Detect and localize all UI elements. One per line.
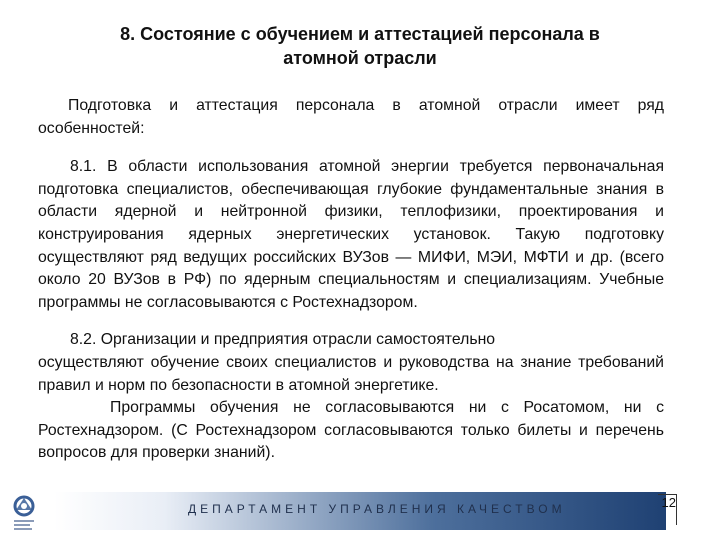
slide-body [38, 95, 664, 465]
title-line-1: 8. Состояние с обучением и аттестацией персонала в [120, 24, 600, 44]
department-label: ДЕПАРТАМЕНТ УПРАВЛЕНИЯ КАЧЕСТВОМ [188, 502, 566, 516]
footer [0, 488, 720, 540]
footer-band [54, 492, 666, 530]
section-8-2-paragraph [38, 329, 664, 465]
title-line-2: атомной отрасли [283, 48, 437, 68]
section-8-1-paragraph: 8.1. В области использования атомной энергии требуется первоначальная подготовка специалистов, обеспечивающая глубокие фундаментальные знания в области ядерной и нейтронной физики, теплофизики, проектирования и конструирования ядерных энергетических установок. Такую подготовку осуществляют ряд ведущих российских ВУЗов — МИФИ, МЭИ, МФТИ и др. (всего около 20 ВУЗов в РФ) по ядерным специальностям и специализациям. Учебные программы не согласовываются с Ростехнадзором. [38, 158, 664, 311]
section-8-2-note: Программы обучения не согласовываются ни с Росатомом, ни с Ростехнадзором. (С Ростехнадзором согласовываются только билеты и перечень вопросов для проверки знаний). [38, 399, 664, 462]
page-number: 12 [658, 494, 677, 525]
section-8-2-first-line: 8.2. Организации и предприятия отрасли самостоятельно [70, 331, 496, 349]
intro-paragraph: Подготовка и аттестация персонала в атомной отрасли имеет ряд особенностей: [38, 97, 664, 137]
rosatom-logo-icon [10, 494, 38, 532]
slide-title [60, 22, 660, 70]
section-8-2-body: осуществляют обучение своих специалистов и руководства на знание требований правил и норм по безопасности в атомной энергетике. [38, 353, 664, 394]
